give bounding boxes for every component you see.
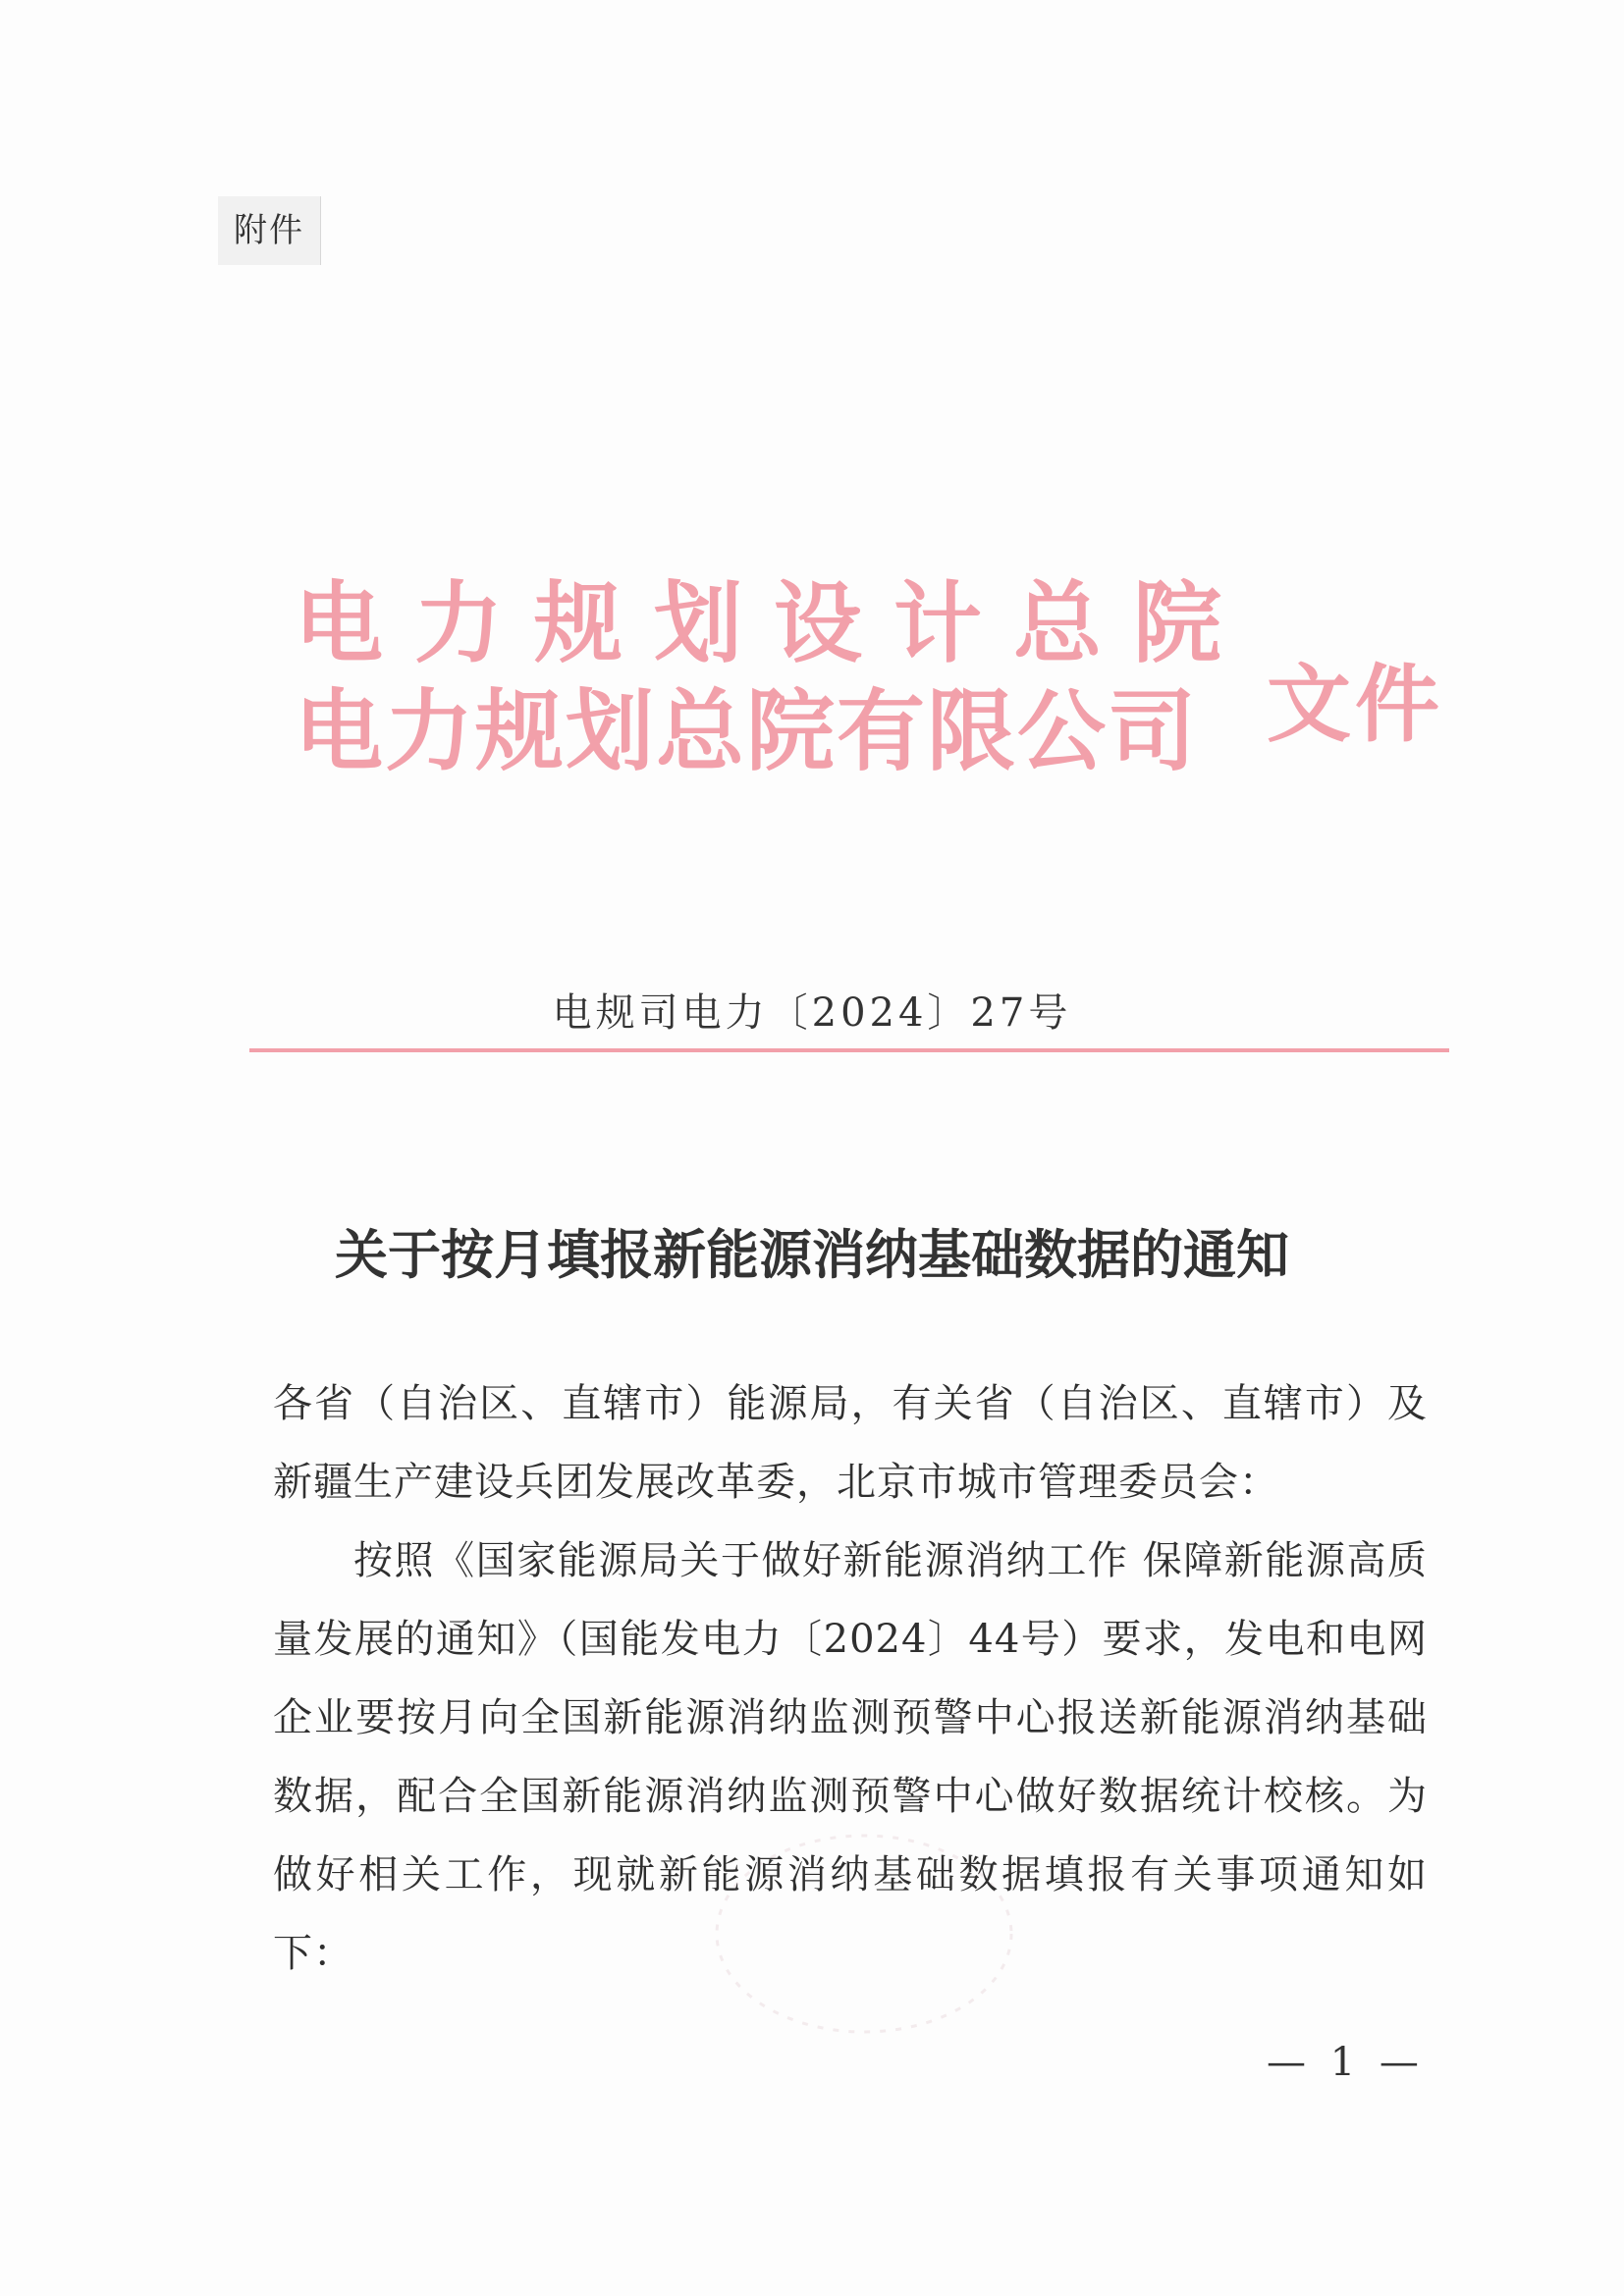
document-number: 电规司电力〔2024〕27号 (552, 990, 1072, 1036)
notice-title: 关于按月填报新能源消纳基础数据的通知 (335, 1223, 1289, 1286)
org-name-line-2: 电力规划总院有限公司 (295, 679, 1198, 783)
document-header (295, 569, 1253, 795)
salutation-text: 各省（自治区、直辖市）能源局，有关省（自治区、直辖市）及新疆生产建设兵团发展改革委，北京市城市管理委员会： (273, 1381, 1428, 1505)
file-word: 文件 (1267, 655, 1443, 754)
page-number: — 1 — (1267, 2040, 1425, 2085)
attachment-label: 附件 (218, 196, 321, 265)
notice-body (273, 1364, 1428, 1993)
org-name-line-1: 电力规划设计总院 (295, 571, 1253, 675)
header-divider (249, 1048, 1449, 1052)
body-paragraph: 按照《国家能源局关于做好新能源消纳工作 保障新能源高质量发展的通知》（国能发电力〔2024〕44号）要求，发电和电网企业要按月向全国新能源消纳监测预警中心报送新能源消纳基础数据，配合全国新能源消纳监测预警中心做好数据统计校核。为做好相关工作，现就新能源消纳基础数据填报有关事项通知如下： (273, 1538, 1428, 1976)
